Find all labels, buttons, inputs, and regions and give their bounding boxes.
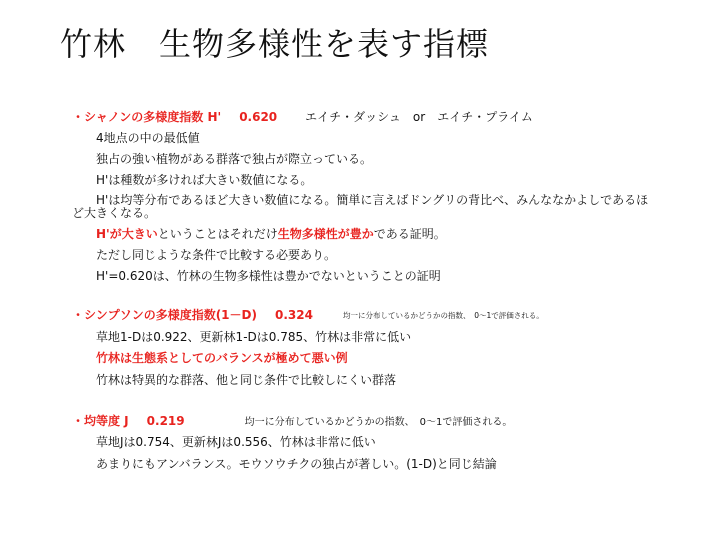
- shannon-line-1: 4地点の中の最低値: [96, 131, 200, 145]
- simpson-emphasis: 竹林は生態系としてのバランスが極めて悪い例: [96, 351, 348, 365]
- evenness-heading: ・均等度 J: [72, 414, 129, 428]
- slide-title: 竹林 生物多様性を表す指標: [60, 25, 490, 63]
- simpson-note: 均一に分布しているかどうかの指数、 0～1で評価される。: [342, 311, 544, 320]
- shannon-proof-line: H'=0.620は、竹林の生物多様性は豊かでないということの証明: [96, 269, 441, 283]
- evenness-heading-row: [72, 414, 512, 430]
- shannon-emph-3: 生物多様性が豊か: [277, 227, 374, 241]
- simpson-value: 0.324: [274, 308, 313, 322]
- shannon-emph-4: である証明。: [373, 227, 446, 241]
- shannon-line-2: 独占の強い植物がある群落で独占が際立っている。: [96, 152, 373, 166]
- shannon-heading: ・シャノンの多様度指数 H': [72, 110, 222, 124]
- evenness-note: 均一に分布しているかどうかの指数、 0～1で評価される。: [244, 417, 513, 428]
- simpson-line-3: 竹林は特異的な群落、他と同じ条件で比較しにくい群落: [96, 373, 397, 387]
- evenness-value: 0.219: [146, 414, 185, 428]
- simpson-line-1: 草地1-Dは0.922、更新林1-Dは0.785、竹林は非常に低い: [96, 330, 412, 344]
- evenness-line-2: あまりにもアンバランス。モウソウチクの独占が著しい。(1-D)と同じ結論: [96, 457, 497, 471]
- shannon-value: 0.620: [239, 110, 278, 124]
- shannon-condition-line: ただし同じような条件で比較する必要あり。: [96, 248, 337, 262]
- shannon-line-3: H'は種数が多ければ大きい数値になる。: [96, 173, 313, 187]
- shannon-wrap-line: H'は均等分布であるほど大きい数値になる。簡単に言えばドングリの背比べ、みんななかよしであるほど大きくなる。: [72, 193, 649, 220]
- shannon-pronunciation: エイチ・ダッシュ or エイチ・プライム: [305, 110, 533, 124]
- shannon-emph-2: ということはそれだけ: [157, 227, 278, 241]
- shannon-emph-1: H'が大きい: [96, 227, 158, 241]
- shannon-emphasis-line: [96, 227, 446, 242]
- simpson-heading: ・シンプソンの多様度指数(1－D): [72, 308, 257, 322]
- shannon-heading-row: [72, 110, 533, 125]
- simpson-heading-row: [72, 308, 544, 324]
- evenness-line-1: 草地Jは0.754、更新林Jは0.556、竹林は非常に低い: [96, 435, 376, 449]
